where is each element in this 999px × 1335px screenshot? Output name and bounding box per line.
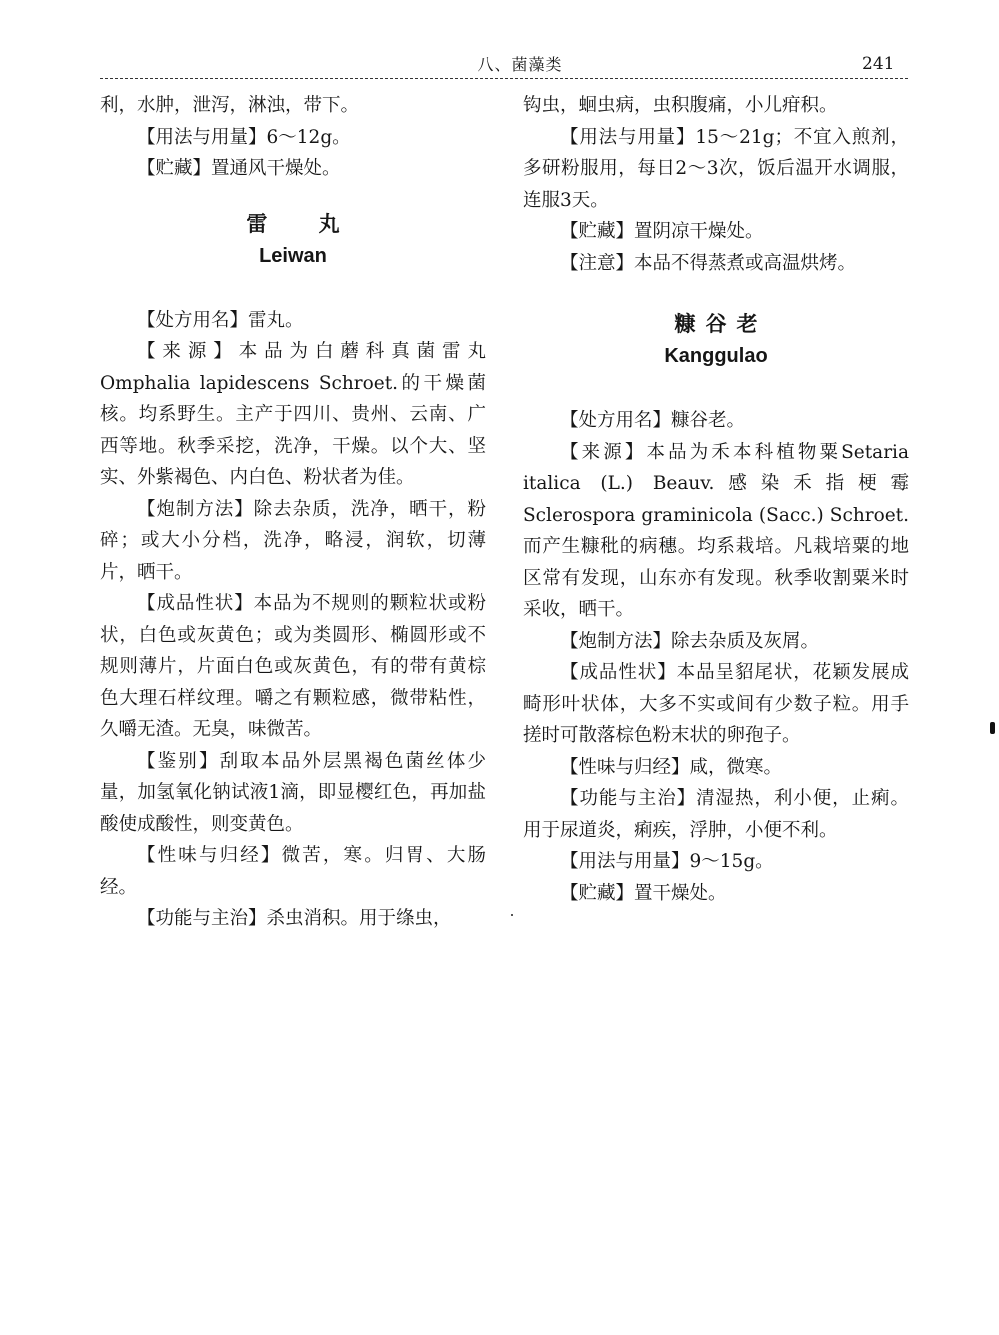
usage-label: 【用法与用量】 — [560, 851, 690, 872]
nature-paragraph — [100, 840, 486, 903]
storage-text: 置干燥处。 — [634, 882, 727, 904]
function-label: 【功能与主治】 — [137, 908, 267, 929]
usage-label: 【用法与用量】 — [137, 126, 267, 148]
storage-label: 【贮藏】 — [560, 221, 635, 242]
storage-paragraph — [523, 216, 909, 248]
page-number: 241 — [862, 54, 895, 74]
storage-text: 置阴凉干燥处。 — [634, 221, 764, 242]
prescription-label: 【处方用名】 — [137, 309, 249, 331]
continued-text: 钩虫，蛔虫病，虫积腹痛，小儿疳积。 — [523, 95, 838, 116]
processing-label: 【炮制方法】 — [137, 498, 254, 520]
nature-paragraph — [523, 752, 909, 784]
processing-label: 【炮制方法】 — [560, 630, 672, 652]
identification-paragraph — [100, 746, 486, 841]
source-paragraph — [100, 336, 486, 494]
usage-paragraph — [523, 122, 909, 217]
processing-paragraph — [100, 494, 486, 589]
usage-paragraph — [100, 122, 486, 154]
usage-text: 6～12g。 — [266, 126, 351, 148]
entry-title-pinyin: Kanggulao — [664, 345, 768, 367]
right-column — [523, 90, 909, 909]
function-text: 清湿热，利小便，止痢。用于尿道炎，痢疾，浮肿，小便不利。 — [523, 788, 909, 841]
function-label: 【功能与主治】 — [560, 788, 697, 809]
scan-ink-mark — [990, 722, 995, 734]
caution-paragraph — [523, 248, 909, 280]
prescription-paragraph — [100, 305, 486, 337]
source-label: 【来源】 — [560, 441, 647, 463]
entry-title-pinyin: Leiwan — [259, 244, 327, 267]
entry-title-chinese: 雷 丸 — [246, 210, 362, 236]
usage-paragraph — [523, 846, 909, 878]
prescription-text: 糠谷老。 — [671, 410, 746, 431]
storage-text: 置通风干燥处。 — [211, 158, 341, 179]
running-header-section: 八、菌藻类 — [477, 55, 563, 74]
storage-label: 【贮藏】 — [137, 158, 212, 179]
properties-text: 本品为不规则的颗粒状或粉状，白色或灰黄色；或为类圆形、椭圆形或不规则薄片，片面白色或灰黄色，有的带有黄棕色大理石样纹理。嚼之有颗粒感，微带粘性，久嚼无渣。无臭，味微苦。 — [100, 593, 486, 740]
usage-label: 【用法与用量】 — [560, 126, 696, 148]
source-label: 【来源】 — [137, 341, 239, 362]
caution-text: 本品不得蒸煮或高温烘烤。 — [634, 252, 857, 274]
nature-text: 咸，微寒。 — [689, 756, 783, 778]
storage-paragraph — [523, 878, 909, 910]
entry-title-chinese: 糠谷老 — [674, 311, 768, 336]
source-text: 本品为禾本科植物粟Setaria italica (L.) Beauv.感染禾指梗霉Sclerospora graminicola (Sacc.) Schroet.而产生糠秕的病穗。均系栽培。凡栽培粟的地区常有发现，山东亦有发现。秋季收割粟米时采收，晒干。 — [523, 441, 909, 620]
function-paragraph — [523, 783, 909, 846]
processing-paragraph — [523, 626, 909, 658]
prescription-label: 【处方用名】 — [560, 410, 672, 431]
scan-speck — [511, 914, 513, 916]
properties-paragraph — [523, 657, 909, 752]
processing-text: 除去杂质及灰屑。 — [671, 630, 820, 652]
function-paragraph — [100, 903, 486, 935]
prescription-paragraph — [523, 405, 909, 437]
properties-text: 本品呈貂尾状，花颖发展成畸形叶状体，大多不实或间有少数子粒。用手搓时可散落棕色粉末状的卵孢子。 — [523, 662, 909, 746]
properties-label: 【成品性状】 — [137, 593, 254, 614]
header-rule — [100, 78, 908, 79]
prescription-text: 雷丸。 — [248, 309, 304, 331]
properties-label: 【成品性状】 — [560, 662, 677, 683]
function-text: 杀虫消积。用于绦虫， — [266, 908, 452, 929]
continued-text: 利，水肿，泄泻，淋浊，带下。 — [100, 95, 360, 116]
nature-text: 微苦，寒。归胃、大肠经。 — [100, 845, 486, 898]
storage-paragraph — [100, 153, 486, 185]
usage-text: 15～21g；不宜入煎剂，多研粉服用，每日2～3次，饭后温开水调服，连服3天。 — [523, 126, 909, 211]
identification-text: 刮取本品外层黑褐色菌丝体少量，加氢氧化钠试液1滴，即显樱红色，再加盐酸使成酸性，则变黄色。 — [100, 750, 486, 835]
properties-paragraph — [100, 588, 486, 746]
caution-label: 【注意】 — [560, 252, 635, 274]
identification-label: 【鉴别】 — [137, 750, 220, 772]
source-paragraph — [523, 437, 909, 626]
source-text: 本品为白蘑科真菌雷丸Omphalia lapidescens Schroet.的干燥菌核。均系野生。主产于四川、贵州、云南、广西等地。秋季采挖，洗净，干燥。以个大、坚实、外紫褐色、内白色、粉状者为佳。 — [100, 341, 486, 488]
usage-text: 9～15g。 — [689, 851, 774, 872]
nature-label: 【性味与归经】 — [137, 845, 282, 866]
nature-label: 【性味与归经】 — [560, 756, 690, 778]
left-column — [100, 90, 486, 935]
storage-label: 【贮藏】 — [560, 882, 635, 904]
processing-text: 除去杂质，洗净，晒干，粉碎；或大小分档，洗净，略浸，润软，切薄片，晒干。 — [100, 498, 486, 583]
